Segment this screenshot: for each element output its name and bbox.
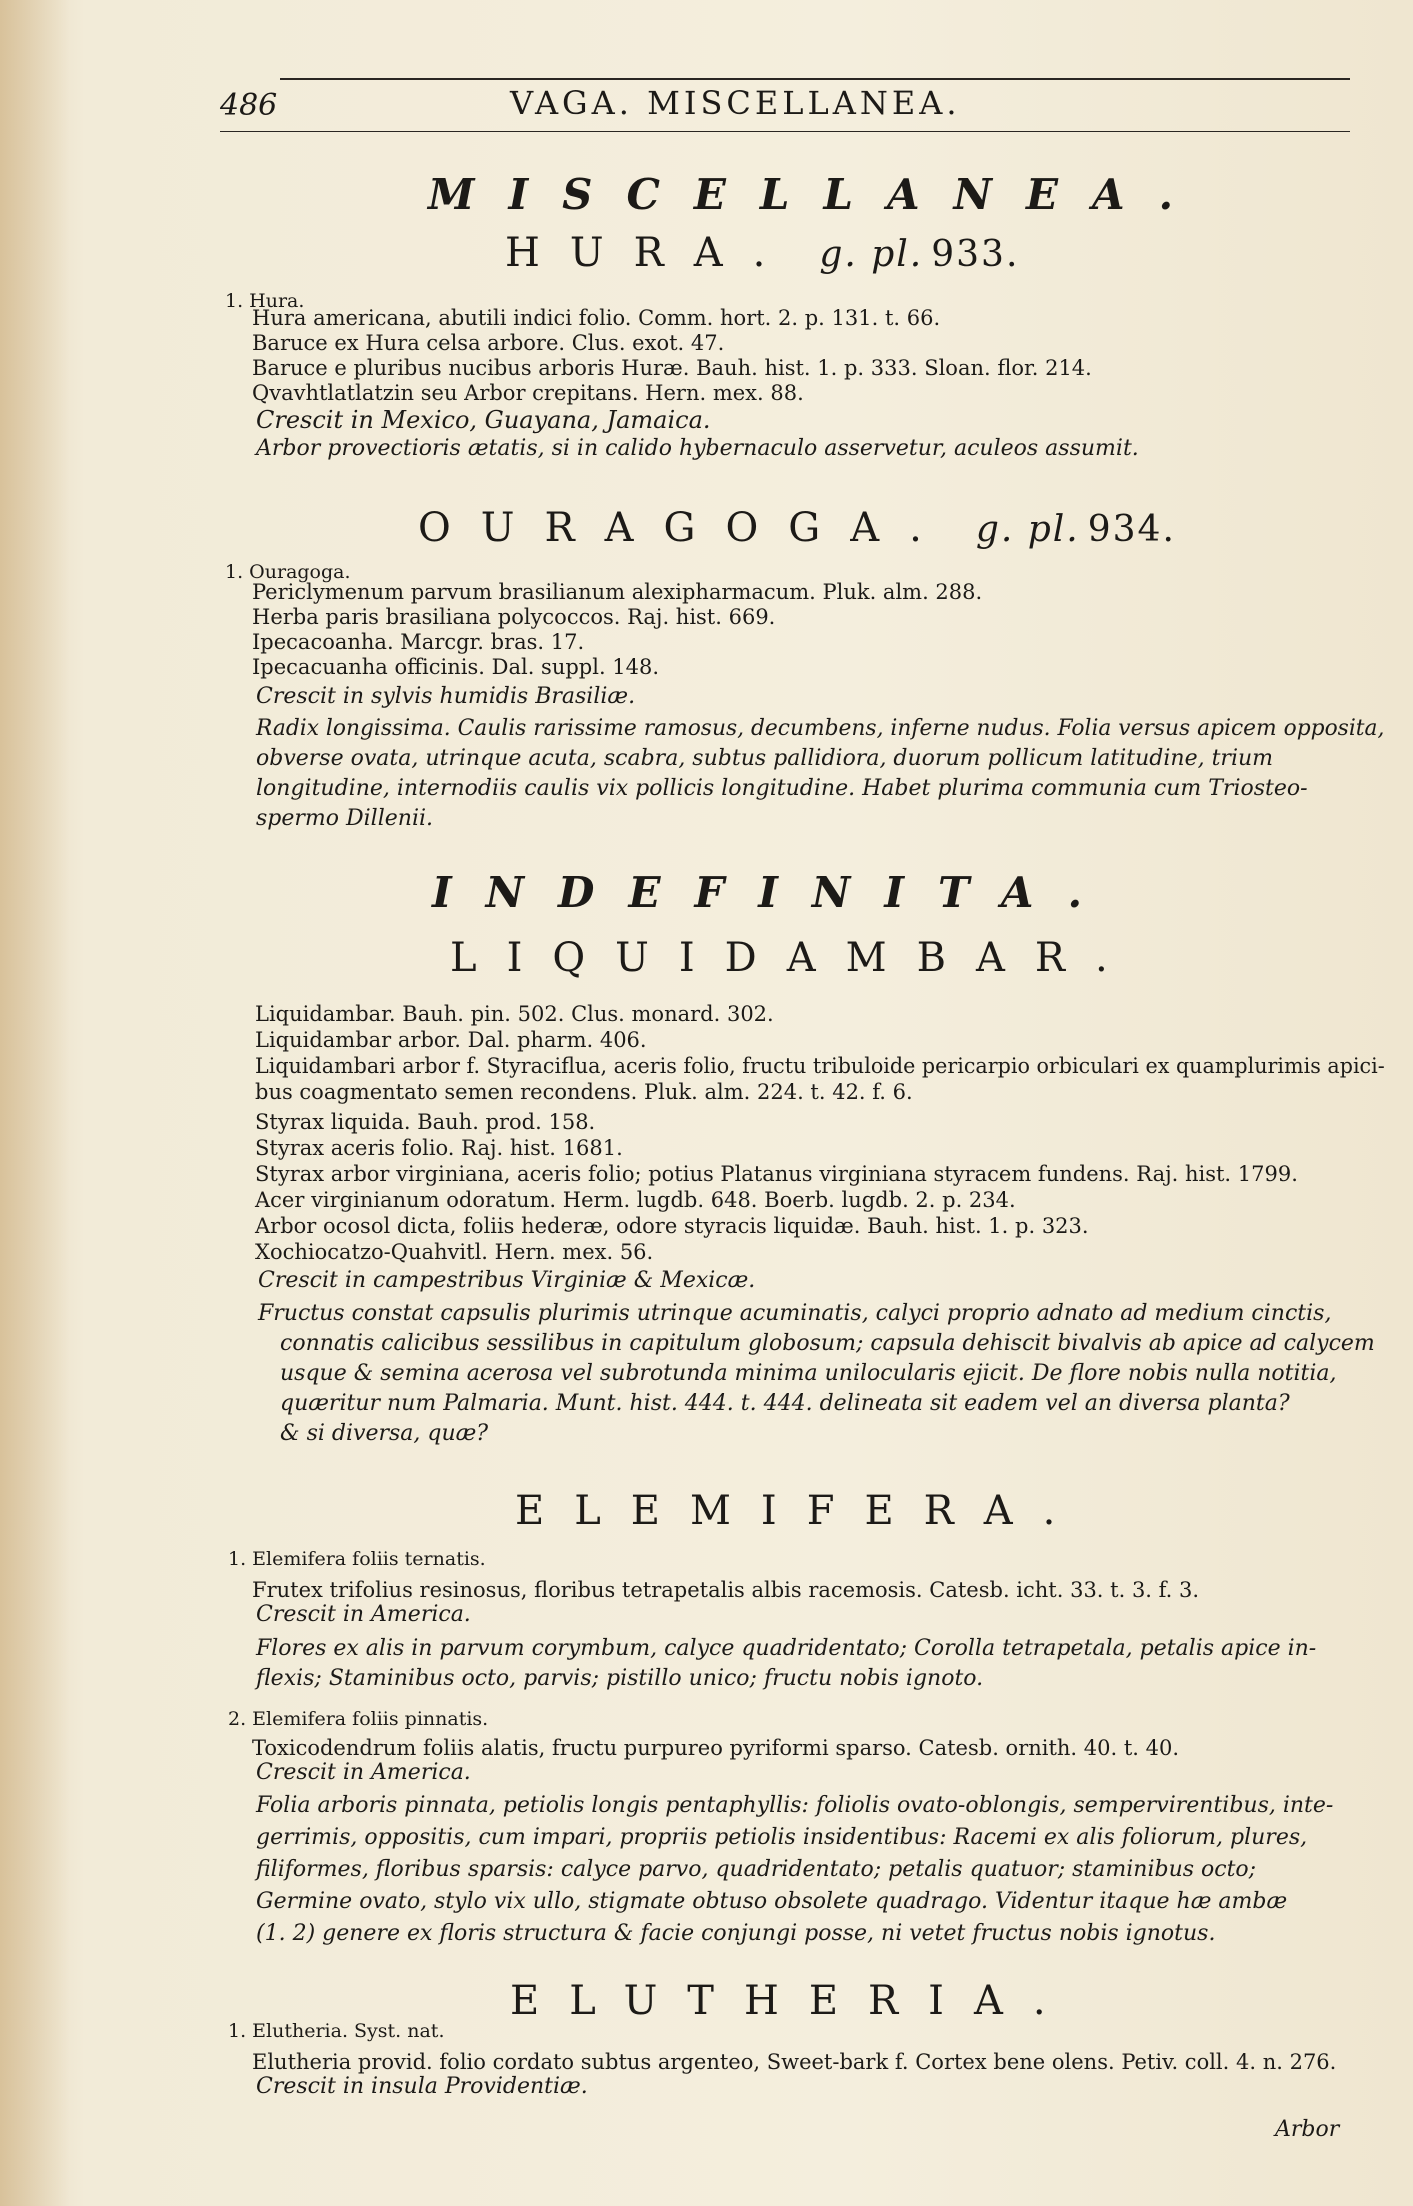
description-line: gerrimis, oppositis, cum impari, propriis petiolis insidentibus: Racemi ex alis foliorum, plures, <box>256 1825 1308 1850</box>
synonym-line: Ipecacuanha officinis. Dal. suppl. 148. <box>252 655 660 679</box>
description-line: & si diversa, quæ? <box>280 1421 489 1446</box>
synonym-line: Liquidambar. Bauh. pin. 502. Clus. monard. 302. <box>255 1002 774 1026</box>
genus-ref: g. pl. <box>819 234 924 275</box>
synonym-line: Acer virginianum odoratum. Herm. lugdb. 648. Boerb. lugdb. 2. p. 234. <box>255 1188 1016 1212</box>
page-number: 486 <box>220 88 278 123</box>
synonym-line: Periclymenum parvum brasilianum alexipharmacum. Pluk. alm. 288. <box>252 580 983 604</box>
habitat-line: Crescit in Mexico, Guayana, Jamaica. <box>256 406 711 434</box>
description-line: flexis; Staminibus octo, parvis; pistillo unico; fructu nobis ignoto. <box>256 1666 984 1691</box>
synonym-line: Elutheria provid. folio cordato subtus argenteo, Sweet-bark f. Cortex bene olens. Petiv. coll. 4. n. 276. <box>252 2050 1337 2074</box>
description-line: obverse ovata, utrinque acuta, scabra, subtus pallidiora, duorum pollicum latitudine, trium <box>256 746 1274 771</box>
header-rule-top <box>280 78 1350 80</box>
genus-ref: g. pl. <box>975 509 1080 550</box>
page-header <box>220 78 1350 132</box>
synonym-line: Toxicodendrum foliis alatis, fructu purpureo pyriformi sparso. Catesb. ornith. 40. t. 40. <box>252 1736 1180 1760</box>
description-line: Fructus constat capsulis plurimis utrinque acuminatis, calyci proprio adnato ad medium cinctis, <box>258 1301 1332 1326</box>
synonym-line: Baruce ex Hura celsa arbore. Clus. exot. 47. <box>252 331 725 355</box>
genus-heading-elutheria <box>510 1978 1076 2024</box>
habitat-line: Crescit in sylvis humidis Brasiliæ. <box>256 684 636 709</box>
catchword: Arbor <box>1275 2117 1340 2142</box>
synonym-line: Frutex trifolius resinosus, floribus tetrapetalis albis racemosis. Catesb. icht. 33. t. 3. f. 3. <box>252 1578 1200 1602</box>
description-line: (1. 2) genere ex floris structura & facie conjungi posse, ni vetet fructus nobis ignotus. <box>256 1921 1216 1946</box>
synonym-line: Ipecacoanha. Marcgr. bras. 17. <box>252 630 585 654</box>
synonym-line: Liquidambari arbor f. Styraciflua, aceris folio, fructu tribuloide pericarpio orbiculari ex quamplurimis apici- <box>255 1054 1385 1078</box>
description-line: Folia arboris pinnata, petiolis longis pentaphyllis: foliolis ovato-oblongis, sempervirentibus, inte- <box>256 1793 1334 1818</box>
synonym-line: Xochiocatzo-Quahvitl. Hern. mex. 56. <box>255 1240 654 1264</box>
section-title-indefinita: INDEFINITA. <box>432 868 1117 917</box>
entry-number: 1. Elutheria. Syst. nat. <box>228 2020 445 2042</box>
habitat-line: Crescit in America. <box>256 1760 471 1785</box>
genus-number: 934. <box>1087 509 1176 550</box>
genus-heading-hura <box>505 230 1019 276</box>
description-line: Flores ex alis in parvum corymbum, calyce quadridentato; Corolla tetrapetala, petalis apice in- <box>256 1636 1317 1661</box>
genus-name: ELUTHERIA. <box>510 1978 1076 2024</box>
genus-name: ELEMIFERA. <box>515 1488 1086 1534</box>
synonym-line: Arbor ocosol dicta, foliis hederæ, odore styracis liquidæ. Bauh. hist. 1. p. 323. <box>255 1214 1089 1238</box>
running-head: VAGA. MISCELLANEA. <box>510 84 961 122</box>
synonym-line: Liquidambar arbor. Dal. pharm. 406. <box>255 1028 647 1052</box>
header-rule-bottom <box>220 131 1350 132</box>
description-line: Radix longissima. Caulis rarissime ramosus, decumbens, inferne nudus. Folia versus apicem opposita, <box>256 716 1385 741</box>
description-line: filiformes, floribus sparsis: calyce parvo, quadridentato; petalis quatuor; staminibus octo; <box>256 1857 1257 1882</box>
habitat-line: Crescit in campestribus Virginiæ & Mexicæ. <box>258 1268 756 1293</box>
genus-name: HURA. <box>505 230 796 276</box>
section-title-miscellanea: MISCELLANEA. <box>428 170 1208 219</box>
description-line: spermo Dillenii. <box>256 806 434 831</box>
description-line: usque & semina acerosa vel subrotunda minima unilocularis ejicit. De flore nobis nulla notitia, <box>280 1361 1337 1386</box>
entry-number: 2. Elemifera foliis pinnatis. <box>228 1708 489 1730</box>
genus-name: OURAGOGA. <box>418 505 952 551</box>
description-line: Germine ovato, stylo vix ullo, stigmate obtuso obsolete quadrago. Videntur itaque hæ ambæ <box>256 1889 1288 1914</box>
synonym-line: Styrax aceris folio. Raj. hist. 1681. <box>255 1136 623 1160</box>
synonym-line: Hura americana, abutili indici folio. Comm. hort. 2. p. 131. t. 66. <box>252 306 941 330</box>
synonym-line: Qvavhtlatlatzin seu Arbor crepitans. Hern. mex. 88. <box>252 381 804 405</box>
genus-heading-elemifera <box>515 1488 1085 1534</box>
genus-number: 933. <box>931 234 1020 275</box>
entry-number: 1. Ouragoga. <box>225 561 351 583</box>
genus-heading-ouragoga <box>418 505 1176 551</box>
description-line: connatis calicibus sessilibus in capitulum globosum; capsula dehiscit bivalvis ab apice ad calycem <box>280 1331 1375 1356</box>
description-line: longitudine, internodiis caulis vix pollicis longitudine. Habet plurima communia cum Triosteo- <box>256 776 1308 801</box>
page-edge-stain <box>0 0 70 2206</box>
synonym-line: Styrax liquida. Bauh. prod. 158. <box>255 1110 596 1134</box>
description-line: quæritur num Palmaria. Munt. hist. 444. t. 444. delineata sit eadem vel an diversa planta? <box>280 1391 1290 1416</box>
genus-heading-liquidambar <box>450 935 1138 981</box>
habitat-line: Crescit in America. <box>256 1602 471 1627</box>
habitat-line: Crescit in insula Providentiæ. <box>256 2074 588 2099</box>
entry-number: 1. Hura. <box>225 290 305 312</box>
synonym-line: Styrax arbor virginiana, aceris folio; potius Platanus virginiana styracem fundens. Raj. hist. 1799. <box>255 1162 1298 1186</box>
description-line: Arbor provectioris ætatis, si in calido hybernaculo asservetur, aculeos assumit. <box>256 436 1139 461</box>
synonym-line: Herba paris brasiliana polycoccos. Raj. hist. 669. <box>252 605 776 629</box>
synonym-line: bus coagmentato semen recondens. Pluk. alm. 224. t. 42. f. 6. <box>255 1080 913 1104</box>
synonym-line: Baruce e pluribus nucibus arboris Huræ. Bauh. hist. 1. p. 333. Sloan. flor. 214. <box>252 356 1092 380</box>
entry-number: 1. Elemifera foliis ternatis. <box>228 1548 486 1570</box>
genus-name: LIQUIDAMBAR. <box>450 935 1138 981</box>
